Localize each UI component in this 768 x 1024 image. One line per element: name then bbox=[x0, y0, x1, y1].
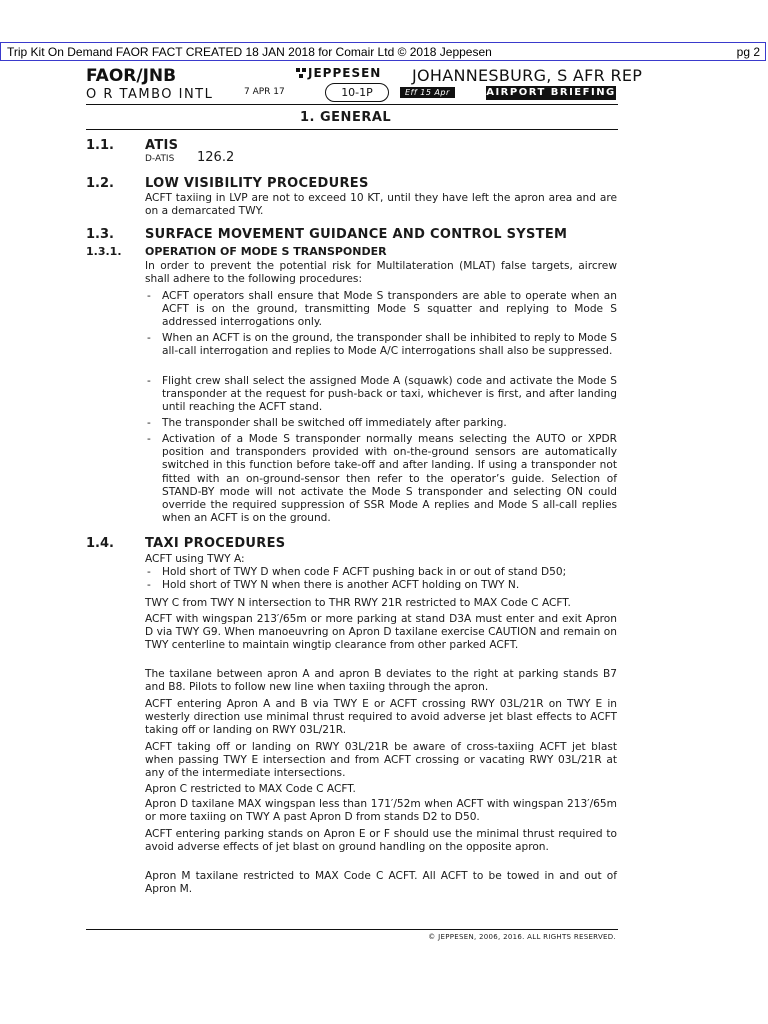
taxi-paragraph: The taxilane between apron A and apron B deviates to the right at parking stands B7 and B8. Pilots to follow new line when taxiing through the apron. bbox=[145, 668, 617, 694]
heading-mode-s: OPERATION OF MODE S TRANSPONDER bbox=[145, 245, 387, 258]
heading-number-lvp: 1.2. bbox=[86, 176, 114, 191]
taxi-paragraph: Apron M taxilane restricted to MAX Code C ACFT. All ACFT to be towed in and out of Apron M. bbox=[145, 870, 617, 896]
taxi-intro: ACFT using TWY A: bbox=[145, 553, 245, 565]
taxi-paragraph: ACFT with wingspan 213′/65m or more parking at stand D3A must enter and exit Apron D via TWY G9. When manoeuvring on Apron D taxilane exercise CAUTION and remain on TWY centerline to maintain wingtip clearance from other parked ACFT. bbox=[145, 613, 617, 652]
list-item: - Hold short of TWY D when code F ACFT pushing back in or out of stand D50; bbox=[145, 566, 617, 579]
page-number: pg 2 bbox=[736, 45, 760, 59]
list-item: - When an ACFT is on the ground, the transponder shall be inhibited to reply to Mode S all-call interrogation and replies to Mode A/C interrogations shall also be suppressed. bbox=[145, 332, 617, 358]
effective-badge: Eff 15 Apr bbox=[400, 87, 455, 98]
d-atis-label: D-ATIS bbox=[145, 154, 175, 164]
chart-number: 10-1P bbox=[325, 83, 389, 102]
copyright-notice: © JEPPESEN, 2006, 2016. ALL RIGHTS RESERVED. bbox=[428, 933, 616, 941]
heading-number-atis: 1.1. bbox=[86, 138, 114, 153]
heading-number-smgcs: 1.3. bbox=[86, 227, 114, 242]
heading-taxi: TAXI PROCEDURES bbox=[145, 536, 286, 551]
heading-number-taxi: 1.4. bbox=[86, 536, 114, 551]
list-item: - Flight crew shall select the assigned Mode A (squawk) code and activate the Mode S transponder at the request for push-back or taxi, whichever is first, and after landing until reaching the ACFT stand. bbox=[145, 375, 617, 415]
trip-kit-banner bbox=[0, 42, 766, 61]
airport-icao: FAOR/JNB bbox=[86, 66, 177, 86]
list-item: - Hold short of TWY N when there is another ACFT holding on TWY N. bbox=[145, 579, 617, 592]
d-atis-frequency: 126.2 bbox=[197, 150, 235, 165]
chart-date: 7 APR 17 bbox=[244, 87, 285, 97]
taxi-paragraph: Apron C restricted to MAX Code C ACFT. bbox=[145, 783, 356, 795]
mode-s-intro: In order to prevent the potential risk for Multilateration (MLAT) false targets, aircrew shall adhere to the following procedures: bbox=[145, 260, 617, 286]
brand-name: JEPPESEN bbox=[308, 66, 382, 80]
taxi-paragraph: ACFT entering Apron A and B via TWY E or ACFT crossing RWY 03L/21R on TWY E in westerly direction use minimal thrust required to avoid adverse jet blast effects to ACFT taking off or landing on RWY 03L/21R. bbox=[145, 698, 617, 737]
heading-smgcs: SURFACE MOVEMENT GUIDANCE AND CONTROL SYSTEM bbox=[145, 227, 568, 242]
heading-number-mode-s: 1.3.1. bbox=[86, 245, 122, 258]
taxi-paragraph: ACFT taking off or landing on RWY 03L/21R be aware of cross-taxiing ACFT jet blast when passing TWY E intersection and from ACFT crossing or vacating RWY 03L/21R at any of the intermediate intersections. bbox=[145, 741, 617, 780]
jeppesen-logo-icon bbox=[296, 68, 306, 78]
lvp-text: ACFT taxiing in LVP are not to exceed 10 KT, until they have left the apron area and are on a demarcated TWY. bbox=[145, 192, 617, 218]
airport-name: O R TAMBO INTL bbox=[86, 87, 214, 102]
airport-city: JOHANNESBURG, S AFR REP bbox=[412, 66, 643, 85]
header-rule bbox=[86, 104, 618, 105]
list-item: - ACFT operators shall ensure that Mode S transponders are able to operate when an ACFT is on the ground, transmitting Mode S squatter and replying to Mode S addressed interrogations only. bbox=[145, 290, 617, 330]
taxi-paragraph: Apron D taxilane MAX wingspan less than 171′/52m when ACFT with wingspan 213′/65m or more taxiing on TWY A past Apron D from stands D2 to D50. bbox=[145, 798, 617, 824]
airport-briefing-label: AIRPORT BRIEFING bbox=[486, 87, 616, 98]
heading-atis: ATIS bbox=[145, 138, 179, 153]
footer-rule bbox=[86, 929, 618, 930]
taxi-paragraph: TWY C from TWY N intersection to THR RWY 21R restricted to MAX Code C ACFT. bbox=[145, 597, 571, 609]
heading-lvp: LOW VISIBILITY PROCEDURES bbox=[145, 176, 369, 191]
section-rule bbox=[86, 129, 618, 130]
jeppesen-brand bbox=[296, 66, 381, 80]
banner-text: Trip Kit On Demand FAOR FACT CREATED 18 JAN 2018 for Comair Ltd © 2018 Jeppesen bbox=[7, 45, 492, 59]
list-item: - The transponder shall be switched off immediately after parking. bbox=[145, 417, 617, 430]
section-title: 1. GENERAL bbox=[300, 110, 392, 125]
list-item: - Activation of a Mode S transponder normally means selecting the AUTO or XPDR position and transponders provided with on-the-ground sensors are automatically switched in this function before take-off and after landing. If using a transponder not fitted with an on-ground-sensor then refer to the operator’s guide. Selection of STAND-BY mode will not activate the Mode S transponder and selecting ON could override the required suppression of SSR Mode A replies and Mode S all-call replies when an ACFT is on the ground. bbox=[145, 433, 617, 525]
taxi-paragraph: ACFT entering parking stands on Apron E or F should use the minimal thrust required to avoid adverse effects of jet blast on ground handling on the opposite apron. bbox=[145, 828, 617, 854]
